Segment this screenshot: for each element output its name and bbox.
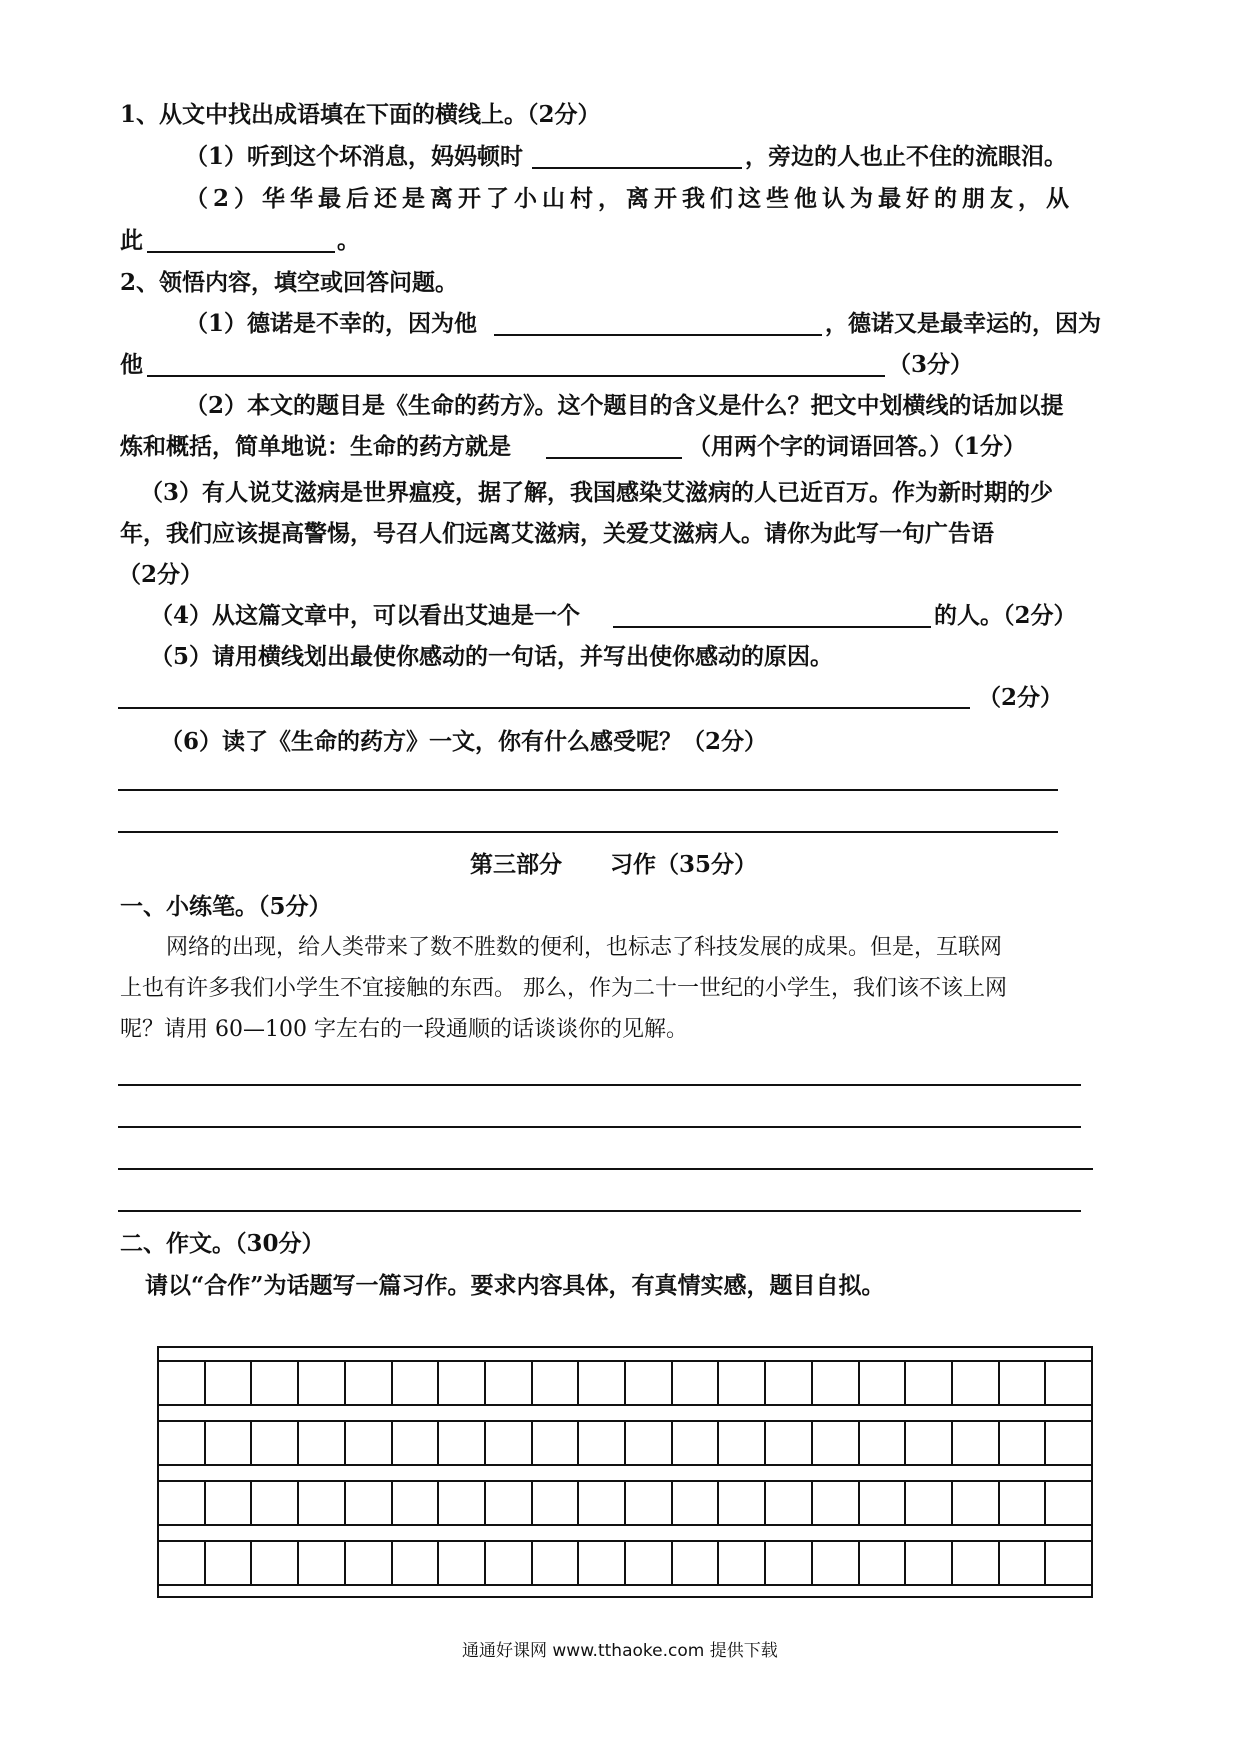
- sec1-para-line3: 呢？请用 60—100 字左右的一段通顺的话谈谈你的见解。: [120, 1017, 688, 1042]
- grid-cell[interactable]: [393, 1362, 440, 1404]
- grid-row-2[interactable]: [157, 1420, 1093, 1466]
- sec1-answer-line-3[interactable]: [118, 1168, 1093, 1170]
- q2-p2-line2: 炼和概括，简单地说：生命的药方就是: [120, 433, 511, 460]
- grid-cell[interactable]: [533, 1422, 580, 1464]
- grid-cell[interactable]: [393, 1422, 440, 1464]
- grid-cell[interactable]: [673, 1482, 720, 1524]
- grid-cell[interactable]: [393, 1482, 440, 1524]
- grid-cell[interactable]: [579, 1542, 626, 1584]
- grid-cell[interactable]: [813, 1542, 860, 1584]
- grid-cell[interactable]: [439, 1542, 486, 1584]
- sec1-para-line1: 网络的出现，给人类带来了数不胜数的便利，也标志了科技发展的成果。但是，互联网: [166, 935, 1003, 960]
- grid-cell[interactable]: [906, 1422, 953, 1464]
- grid-cell[interactable]: [673, 1542, 720, 1584]
- grid-cell[interactable]: [906, 1362, 953, 1404]
- grid-cell[interactable]: [953, 1542, 1000, 1584]
- grid-cell[interactable]: [766, 1482, 813, 1524]
- grid-cell[interactable]: [299, 1422, 346, 1464]
- grid-cell[interactable]: [206, 1482, 253, 1524]
- grid-row-4[interactable]: [157, 1540, 1093, 1586]
- q2-p2-blank[interactable]: [546, 457, 682, 459]
- grid-cell[interactable]: [299, 1362, 346, 1404]
- q2-p1-mid: ，德诺又是最幸运的，因为: [825, 310, 1101, 337]
- grid-cell[interactable]: [346, 1482, 393, 1524]
- grid-cell[interactable]: [346, 1542, 393, 1584]
- grid-cell[interactable]: [1046, 1482, 1093, 1524]
- part3-heading-b: 习作（35分）: [610, 851, 758, 878]
- sec2-title: 二、作文。（30分）: [120, 1230, 325, 1257]
- grid-cell[interactable]: [439, 1362, 486, 1404]
- grid-cell[interactable]: [1046, 1362, 1093, 1404]
- grid-cell[interactable]: [157, 1542, 206, 1584]
- composition-grid[interactable]: [157, 1346, 1093, 1598]
- q1-s2-blank[interactable]: [147, 251, 335, 253]
- grid-cell[interactable]: [906, 1542, 953, 1584]
- grid-cell[interactable]: [579, 1482, 626, 1524]
- grid-cell[interactable]: [860, 1362, 907, 1404]
- grid-cell[interactable]: [1046, 1542, 1093, 1584]
- q1-s1-blank[interactable]: [532, 167, 742, 169]
- grid-cell[interactable]: [439, 1422, 486, 1464]
- grid-cell[interactable]: [766, 1362, 813, 1404]
- q2-p5: （5）请用横线划出最使你感动的一句话，并写出使你感动的原因。: [150, 643, 834, 670]
- grid-cell[interactable]: [860, 1422, 907, 1464]
- q1-s2-cont: 此: [120, 227, 143, 254]
- q1-title: 1、从文中找出成语填在下面的横线上。（2分）: [120, 101, 601, 128]
- grid-row-1[interactable]: [157, 1360, 1093, 1406]
- q2-p3-line1: （3）有人说艾滋病是世界瘟疫，据了解，我国感染艾滋病的人已近百万。作为新时期的少: [140, 479, 1054, 506]
- q2-p6: （6）读了《生命的药方》一文，你有什么感受呢？（2分）: [160, 728, 768, 755]
- grid-cell[interactable]: [299, 1542, 346, 1584]
- q1-s1-end: ，旁边的人也止不住的流眼泪。: [745, 143, 1067, 170]
- q2-p3-line3: （2分）: [118, 561, 204, 588]
- grid-cell[interactable]: [626, 1362, 673, 1404]
- grid-cell[interactable]: [1000, 1542, 1047, 1584]
- grid-cell[interactable]: [579, 1422, 626, 1464]
- q2-p4-blank[interactable]: [613, 626, 931, 628]
- grid-cell[interactable]: [766, 1542, 813, 1584]
- sec1-para-line2: 上也有许多我们小学生不宜接触的东西。 那么，作为二十一世纪的小学生，我们该不该上网: [120, 976, 1007, 1001]
- grid-cell[interactable]: [206, 1542, 253, 1584]
- grid-cell[interactable]: [1000, 1362, 1047, 1404]
- grid-cell[interactable]: [252, 1362, 299, 1404]
- q2-p1-cont: 他: [120, 351, 143, 378]
- grid-cell[interactable]: [953, 1422, 1000, 1464]
- q2-p6-answer-line-2[interactable]: [118, 831, 1058, 833]
- grid-cell[interactable]: [953, 1362, 1000, 1404]
- footer-source: 通通好课网 www.tthaoke.com 提供下载: [462, 1641, 778, 1661]
- grid-cell[interactable]: [579, 1362, 626, 1404]
- q2-p1-blank-2[interactable]: [147, 375, 885, 377]
- grid-cell[interactable]: [719, 1422, 766, 1464]
- grid-cell[interactable]: [860, 1482, 907, 1524]
- q2-p6-answer-line-1[interactable]: [118, 789, 1058, 791]
- grid-cell[interactable]: [906, 1482, 953, 1524]
- grid-cell[interactable]: [860, 1542, 907, 1584]
- grid-cell[interactable]: [206, 1362, 253, 1404]
- grid-cell[interactable]: [673, 1362, 720, 1404]
- q1-s1-start: （1）听到这个坏消息，妈妈顿时: [185, 143, 524, 170]
- grid-cell[interactable]: [157, 1422, 206, 1464]
- grid-cell[interactable]: [206, 1422, 253, 1464]
- grid-cell[interactable]: [813, 1362, 860, 1404]
- grid-cell[interactable]: [719, 1482, 766, 1524]
- grid-cell[interactable]: [486, 1482, 533, 1524]
- q2-p1-start: （1）德诺是不幸的，因为他: [185, 310, 478, 337]
- grid-cell[interactable]: [626, 1422, 673, 1464]
- q2-p1-blank-1[interactable]: [494, 334, 822, 336]
- q2-p2-line2-end: （用两个字的词语回答。）（1分）: [688, 433, 1027, 460]
- grid-cell[interactable]: [346, 1422, 393, 1464]
- grid-cell[interactable]: [813, 1482, 860, 1524]
- grid-cell[interactable]: [533, 1482, 580, 1524]
- grid-cell[interactable]: [486, 1362, 533, 1404]
- q1-s2-start: （2）华华最后还是离开了小山村，离开我们这些他认为最好的朋友，从: [185, 185, 1075, 212]
- grid-cell[interactable]: [346, 1362, 393, 1404]
- q2-p2-line1: （2）本文的题目是《生命的药方》。这个题目的含义是什么？把文中划横线的话加以提: [185, 392, 1064, 419]
- grid-row-3[interactable]: [157, 1480, 1093, 1526]
- q2-p5-score: （2分）: [978, 684, 1064, 711]
- grid-cell[interactable]: [252, 1542, 299, 1584]
- sec1-answer-line-1[interactable]: [118, 1084, 1081, 1086]
- grid-cell[interactable]: [252, 1422, 299, 1464]
- q2-p3-line2: 年，我们应该提高警惕，号召人们远离艾滋病，关爱艾滋病人。请你为此写一句广告语: [120, 520, 994, 547]
- sec2-prompt: 请以“合作”为话题写一篇习作。要求内容具体，有真情实感，题目自拟。: [145, 1272, 885, 1299]
- grid-cell[interactable]: [486, 1542, 533, 1584]
- q2-p4-start: （4）从这篇文章中，可以看出艾迪是一个: [150, 602, 581, 629]
- grid-cell[interactable]: [1000, 1422, 1047, 1464]
- grid-cell[interactable]: [486, 1422, 533, 1464]
- grid-cell[interactable]: [766, 1422, 813, 1464]
- q2-title: 2、领悟内容，填空或回答问题。: [120, 269, 459, 296]
- grid-cell[interactable]: [299, 1482, 346, 1524]
- grid-cell[interactable]: [157, 1482, 206, 1524]
- grid-cell[interactable]: [719, 1362, 766, 1404]
- grid-cell[interactable]: [533, 1362, 580, 1404]
- part3-heading-a: 第三部分: [470, 851, 562, 878]
- grid-cell[interactable]: [626, 1542, 673, 1584]
- grid-cell[interactable]: [533, 1542, 580, 1584]
- grid-cell[interactable]: [813, 1422, 860, 1464]
- grid-cell[interactable]: [439, 1482, 486, 1524]
- grid-cell[interactable]: [393, 1542, 440, 1584]
- grid-cell[interactable]: [157, 1362, 206, 1404]
- grid-cell[interactable]: [673, 1422, 720, 1464]
- q2-p5-answer-line[interactable]: [118, 707, 970, 709]
- grid-cell[interactable]: [1046, 1422, 1093, 1464]
- sec1-answer-line-4[interactable]: [118, 1210, 1081, 1212]
- grid-cell[interactable]: [252, 1482, 299, 1524]
- grid-cell[interactable]: [719, 1542, 766, 1584]
- q2-p1-score: （3分）: [888, 351, 974, 378]
- q2-p4-end: 的人。（2分）: [934, 602, 1077, 629]
- sec1-title: 一、小练笔。（5分）: [120, 893, 332, 920]
- q1-s2-end: 。: [337, 227, 360, 254]
- sec1-answer-line-2[interactable]: [118, 1126, 1081, 1128]
- grid-cell[interactable]: [953, 1482, 1000, 1524]
- grid-cell[interactable]: [626, 1482, 673, 1524]
- grid-cell[interactable]: [1000, 1482, 1047, 1524]
